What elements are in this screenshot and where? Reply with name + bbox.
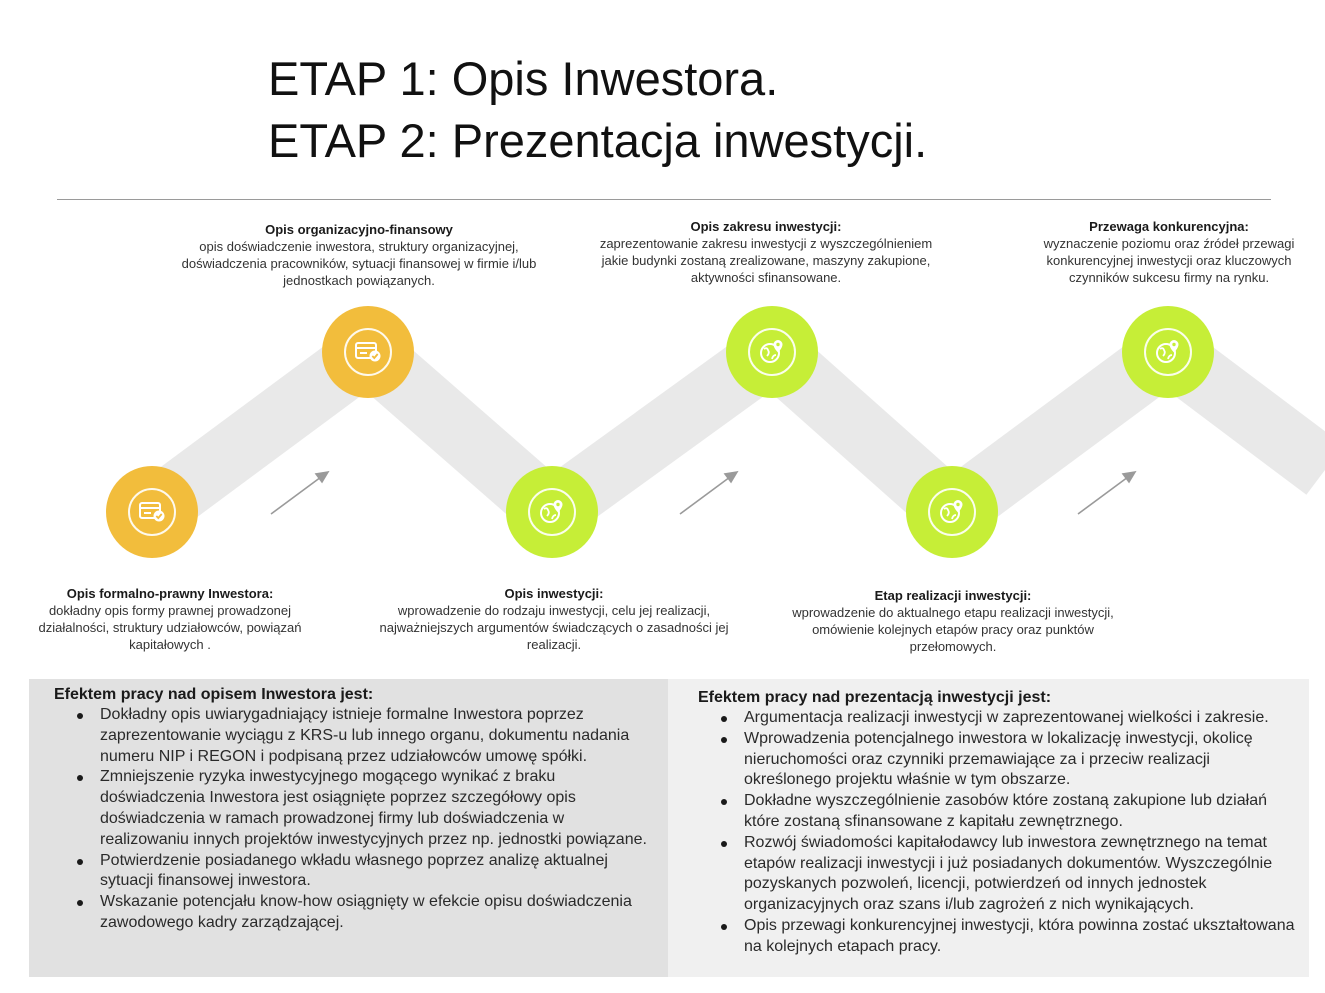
globe-pin-icon [938, 498, 966, 526]
step-1-title: Opis formalno-prawny Inwestora: [66, 586, 274, 601]
step-3-ring [528, 488, 576, 536]
step-5-ring [928, 488, 976, 536]
title-line-2: ETAP 2: Prezentacja inwestycji. [268, 114, 928, 167]
list-item: Dokładny opis uwiarygadniający istnieje formalne Inwestora poprzez zaprezentowanie wyciągu z KRS-u lub innego organu, dokumentu nadania numeru NIP i REGON i podpisaną przez udziałowców umowę spółki. [100, 705, 648, 767]
list-item: Wskazanie potencjału know-how osiągnięty w efekcie opisu doświadczenia zawodowego kadry zarządzającej. [100, 892, 648, 934]
step-4-node [726, 306, 818, 398]
step-5-node [906, 466, 998, 558]
investment-effects-panel [668, 679, 1309, 977]
list-item: Zmniejszenie ryzyka inwestycyjnego mogącego wynikać z braku doświadczenia Inwestora jest osiągnięte poprzez szczegółowy opis doświadczenia w ramach prowadzonej firmy lub doświadczenia w realizowaniu innych projektów inwestycyjnych przez np. jednostki powiązane. [100, 767, 648, 850]
arrow-1 [271, 477, 321, 514]
step-4-body: zaprezentowanie zakresu inwestycji z wyszczególnieniem jakie budynki zostaną zrealizowane, maszyny zakupione, aktywności sfinansowane. [599, 236, 933, 285]
step-2-ring [344, 328, 392, 376]
list-item: Wprowadzenia potencjalnego inwestora w lokalizację inwestycji, okolicę nieruchomości oraz czynniki przemawiające za i przeciw realizacji określonego projektu właśnie w tym obszarze. [744, 729, 1295, 791]
step-5-body: wprowadzenie do aktualnego etapu realizacji inwestycji, omówienie kolejnych etapów pracy oraz punktów przełomowych. [792, 605, 1114, 654]
arrow-2 [680, 477, 730, 514]
arrow-2-head [725, 472, 737, 482]
step-2-title: Opis organizacyjno-finansowy [265, 222, 453, 237]
step-4-label [586, 218, 946, 286]
investor-effects-heading: Efektem pracy nad opisem Inwestora jest: [54, 686, 374, 703]
investment-effects-list [698, 708, 1295, 958]
step-3-body: wprowadzenie do rodzaju inwestycji, celu jej realizacji, najważniejszych argumentów świadczących o zasadności jej realizacji. [379, 603, 729, 652]
investor-effects-panel [29, 679, 668, 977]
step-3-title: Opis inwestycji: [504, 586, 604, 601]
step-2-body: opis doświadczenie inwestora, struktury organizacyjnej, doświadczenia pracowników, sytuacji finansowej w firmie i/lub jednostkach powiązanych. [181, 239, 537, 288]
step-1-ring [128, 488, 176, 536]
step-3-node [506, 466, 598, 558]
list-item: Opis przewagi konkurencyjnej inwestycji, która powinna zostać ukształtowana na kolejnych etapach pracy. [744, 916, 1295, 958]
arrow-1-head [316, 472, 328, 482]
arrow-3-head [1123, 472, 1135, 482]
globe-pin-icon [538, 498, 566, 526]
list-item: Rozwój świadomości kapitałodawcy lub inwestora zewnętrznego na temat etapów realizacji inwestycji i już posiadanych dokumentów. Wyszczególnie pozyskanych pozwoleń, licencji, potwierdzeń od innych jednostek organizacyjnych oraz szans i/lub zagrożeń z nich wynikających. [744, 833, 1295, 916]
step-2-label [178, 221, 540, 289]
step-6-body: wyznaczenie poziomu oraz źródeł przewagi konkurencyjnej inwestycji oraz kluczowych czynników sukcesu firmy na rynku. [1043, 236, 1295, 285]
step-6-title: Przewaga konkurencyjna: [1089, 219, 1249, 234]
title-line-1: ETAP 1: Opis Inwestora. [268, 52, 779, 105]
card-check-icon [138, 500, 166, 524]
step-1-body: dokładny opis formy prawnej prowadzonej działalności, struktury udziałowców, powiązań kapitałowych . [38, 603, 302, 652]
investor-effects-list [54, 705, 648, 934]
step-4-title: Opis zakresu inwestycji: [690, 219, 842, 234]
globe-pin-icon [1154, 338, 1182, 366]
step-5-title: Etap realizacji inwestycji: [874, 588, 1032, 603]
step-1-node [106, 466, 198, 558]
step-5-label [792, 587, 1114, 655]
step-6-ring [1144, 328, 1192, 376]
step-6-node [1122, 306, 1214, 398]
step-4-ring [748, 328, 796, 376]
list-item: Argumentacja realizacji inwestycji w zaprezentowanej wielkości i zakresie. [744, 708, 1295, 729]
globe-pin-icon [758, 338, 786, 366]
arrow-3 [1078, 477, 1128, 514]
list-item: Dokładne wyszczególnienie zasobów które zostaną zakupione lub działań które zostaną sfinansowane z kapitału zewnętrznego. [744, 791, 1295, 833]
list-item: Potwierdzenie posiadanego wkładu własnego poprzez analizę aktualnej sytuacji finansowej inwestora. [100, 851, 648, 893]
step-3-label [372, 585, 736, 653]
card-check-icon [354, 340, 382, 364]
step-2-node [322, 306, 414, 398]
step-1-label [25, 585, 315, 653]
step-6-label [1030, 218, 1308, 286]
investment-effects-heading: Efektem pracy nad prezentacją inwestycji jest: [698, 689, 1052, 706]
